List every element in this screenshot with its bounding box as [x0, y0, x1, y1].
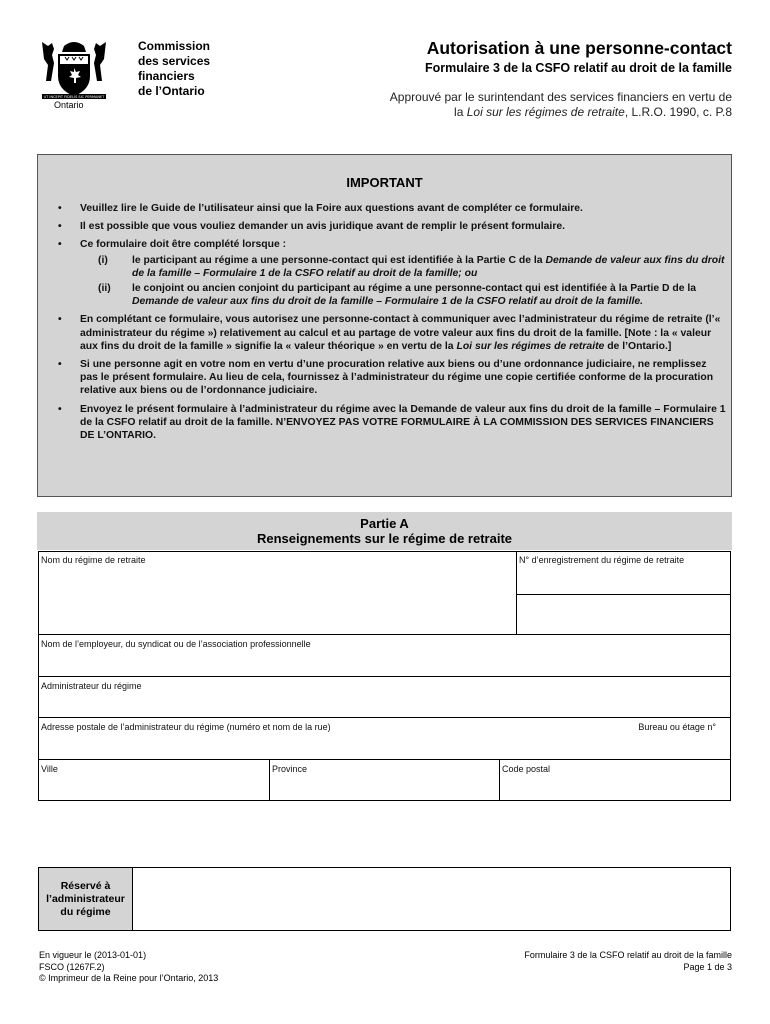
important-item: [54, 403, 731, 443]
important-text: Veuillez lire le Guide de l’utilisateur ainsi que la Foire aux questions avant de compléter ce formulaire.: [80, 203, 583, 214]
bullet: •: [58, 203, 62, 214]
sub-text-part: le participant au régime a une personne-contact qui est identifiée à la Partie C de la: [132, 254, 546, 266]
ontario-coat-of-arms-logo: [36, 36, 112, 110]
important-notice-box: [37, 154, 732, 497]
important-text: de l’Ontario.]: [604, 340, 672, 352]
city-field[interactable]: [38, 759, 270, 801]
bullet: •: [58, 314, 62, 326]
important-title: IMPORTANT: [346, 175, 423, 190]
sub-item-i: [80, 254, 727, 280]
reserved-label: Réservé à l’administrateur du régime: [39, 868, 132, 930]
address-label: Adresse postale de l’administrateur du régime (numéro et nom de la rue): [41, 722, 331, 732]
employer-field[interactable]: [38, 634, 731, 677]
administrator-field[interactable]: [38, 676, 731, 718]
bullet: •: [58, 403, 62, 415]
part-a-subtitle: Renseignements sur le régime de retraite: [256, 531, 513, 546]
page-number: Page 1 de 3: [683, 961, 732, 972]
important-item: [54, 358, 731, 398]
form-code: FSCO (1267F.2): [39, 961, 105, 972]
copyright: © Imprimeur de la Reine pour l’Ontario, 2013: [39, 973, 219, 983]
employer-label: Nom de l’employeur, du syndicat ou de l’association professionnelle: [41, 639, 311, 649]
important-item: [54, 238, 731, 308]
act-name: Loi sur les régimes de retraite: [466, 105, 625, 119]
svg-text:UT INCEPIT FIDELIS SIC PERMANE: UT INCEPIT FIDELIS SIC PERMANET: [43, 95, 105, 99]
suite-label: Bureau ou étage n°: [638, 722, 716, 732]
reserved-input-area[interactable]: [132, 867, 731, 931]
form-title: Autorisation à une personne-contact: [426, 38, 732, 58]
registration-number-field[interactable]: [516, 551, 731, 595]
form-reference: Demande de valeur aux fins du droit de la famille – Formulaire 1 de la CSFO relatif au droit de la famille; ou: [132, 254, 725, 279]
sub-text-part: le conjoint ou ancien conjoint du participant au régime a une personne-contact qui est identifiée à la Partie D de la: [132, 283, 697, 295]
approval-statement: [390, 90, 732, 120]
commission-line: de l’Ontario: [138, 84, 205, 98]
important-list: [38, 202, 731, 442]
footer-right: [524, 950, 732, 973]
address-field[interactable]: [38, 717, 731, 760]
sub-item-ii: [80, 282, 727, 308]
important-text: Envoyez le présent formulaire à l’administrateur du régime avec la Demande de valeur aux fins du droit de la famille – Formulaire 1 de la CSFO relatif au droit de la famille. N’ENVOYEZ PAS VOTRE FORMULAIRE À LA COMMISSION DES SERVICES FINANCIERS DE L’ONTARIO.: [80, 403, 726, 442]
bullet: •: [58, 239, 62, 251]
sub-text: [120, 282, 727, 308]
plan-name-lower-row: [38, 594, 731, 635]
important-text: En complétant ce formulaire, vous autorisez une personne-contact à communiquer avec l’administrateur du régime de retraite (l’« administrateur du régime ») relativement au calcul et au partage de votre valeur aux fins du droit de la famille. [Note : la « valeur aux fins du droit de la famille » signifie la « valeur théorique » en vertu de la: [80, 314, 721, 352]
title-block: [390, 37, 732, 120]
commission-line: Commission: [138, 39, 211, 53]
important-item: [54, 202, 731, 215]
approval-line-1: Approuvé par le surintendant des services financiers en vertu de: [389, 90, 732, 104]
logo-caption: Ontario: [54, 100, 84, 110]
act-name: Loi sur les régimes de retraite: [456, 340, 605, 352]
important-text: Ce formulaire doit être complété lorsque :: [80, 239, 287, 251]
sub-text: [120, 254, 727, 280]
bullet: •: [58, 359, 62, 371]
postal-code-label: Code postal: [502, 764, 551, 774]
form-reference: Demande de valeur aux fins du droit de la famille – Formulaire 1 de la CSFO relatif au droit de la famille.: [132, 296, 644, 308]
important-text: Si une personne agit en votre nom en vertu d’une procuration relative aux biens ou d’une ordonnance judiciaire, ne remplissez pas le présent formulaire. Au lieu de cela, fournissez à l’administrateur du régime une copie certifiée conforme de la procuration relative aux biens ou de l’ordonnance judiciaire.: [80, 359, 714, 397]
commission-line: des services: [138, 54, 211, 68]
commission-line: financiers: [138, 69, 195, 83]
bullet: •: [58, 221, 62, 233]
effective-date: En vigueur le (2013-01-01): [39, 950, 147, 960]
city-label: Ville: [41, 764, 58, 774]
sub-number: (i): [98, 254, 108, 266]
important-item: [54, 313, 731, 353]
approval-text: la: [454, 105, 467, 119]
footer-form-name: Formulaire 3 de la CSFO relatif au droit de la famille: [524, 950, 732, 960]
part-a-header: [37, 512, 732, 550]
approval-line-2: [390, 105, 732, 120]
plan-name-label: Nom du régime de retraite: [41, 555, 146, 565]
province-label: Province: [272, 764, 308, 774]
administrator-label: Administrateur du régime: [41, 681, 142, 691]
important-item: [54, 220, 731, 233]
part-a-title: Partie A: [360, 516, 409, 531]
approval-text: , L.R.O. 1990, c. P.8: [624, 105, 732, 119]
form-subtitle: Formulaire 3 de la CSFO relatif au droit de la famille: [424, 61, 732, 75]
postal-code-field[interactable]: [499, 759, 731, 801]
registration-number-label: N° d’enregistrement du régime de retraite: [519, 555, 685, 565]
province-field[interactable]: [269, 759, 500, 801]
footer-left: [39, 950, 218, 985]
important-text: Il est possible que vous vouliez demander un avis juridique avant de remplir le présent formulaire.: [80, 221, 566, 233]
commission-name: [138, 39, 210, 99]
sub-number: (ii): [98, 283, 111, 295]
